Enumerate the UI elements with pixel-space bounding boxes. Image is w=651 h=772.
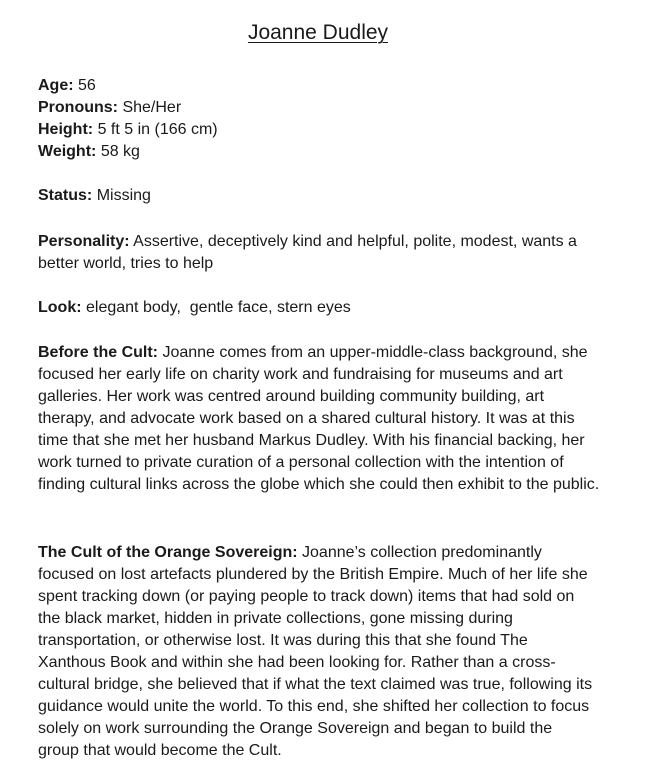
- personality-block: [38, 231, 613, 275]
- personality-paragraph: [38, 231, 613, 275]
- age-value: 56: [78, 77, 96, 94]
- height-value: 5 ft 5 in (166 cm): [97, 121, 218, 138]
- weight-line: [38, 141, 613, 163]
- age-label: Age:: [38, 77, 74, 94]
- cult-value: Joanne’s collection predominantly focused on lost artefacts plundered by the British Empire. Much of her life she spent tracking down (or paying people to track down) items that had sold on the black market, hidden in private collections, gone missing during transportation, or otherwise lost. It was during this that she found The Xanthous Book and within she had been looking for. Rather than a cross-cultural bridge, she believed that if what the text claimed was true, following its guidance would unite the world. To this end, she shifted her collection to focus solely on work surrounding the Orange Sovereign and began to build the group that would become the Cult.: [38, 544, 593, 759]
- status-block: [38, 185, 613, 207]
- weight-label: Weight:: [38, 143, 97, 160]
- cult-label: The Cult of the Orange Sovereign:: [38, 544, 298, 561]
- before-cult-value: Joanne comes from an upper-middle-class background, she focused her early life on charity work and fundraising for museums and art galleries. Her work was centred around building community building, art therapy, and advocate work based on a shared cultural history. It was at this time that she met her husband Markus Dudley. With his financial backing, her work turned to private curation of a personal collection with the intention of finding cultural links across the globe which she could then exhibit to the public.: [38, 344, 600, 493]
- before-cult-label: Before the Cult:: [38, 344, 158, 361]
- stats-block: [38, 75, 613, 163]
- pronouns-value: She/Her: [122, 99, 182, 116]
- before-cult-paragraph: [38, 342, 602, 496]
- status-value: Missing: [96, 187, 151, 204]
- page-title: Joanne Dudley: [247, 21, 389, 44]
- status-line: [38, 185, 613, 207]
- height-line: [38, 119, 613, 141]
- age-line: [38, 75, 613, 97]
- before-cult-block: [38, 342, 602, 496]
- look-block: [38, 297, 613, 319]
- height-label: Height:: [38, 121, 94, 138]
- status-label: Status:: [38, 187, 93, 204]
- look-paragraph: [38, 297, 613, 319]
- look-label: Look:: [38, 299, 82, 316]
- pronouns-label: Pronouns:: [38, 99, 118, 116]
- weight-value: 58 kg: [100, 143, 140, 160]
- personality-value: Assertive, deceptively kind and helpful, polite, modest, wants a better world, tries to help: [38, 233, 577, 272]
- cult-paragraph: [38, 542, 594, 762]
- personality-label: Personality:: [38, 233, 130, 250]
- cult-block: [38, 542, 594, 762]
- look-value: elegant body, gentle face, stern eyes: [86, 299, 351, 316]
- pronouns-line: [38, 97, 613, 119]
